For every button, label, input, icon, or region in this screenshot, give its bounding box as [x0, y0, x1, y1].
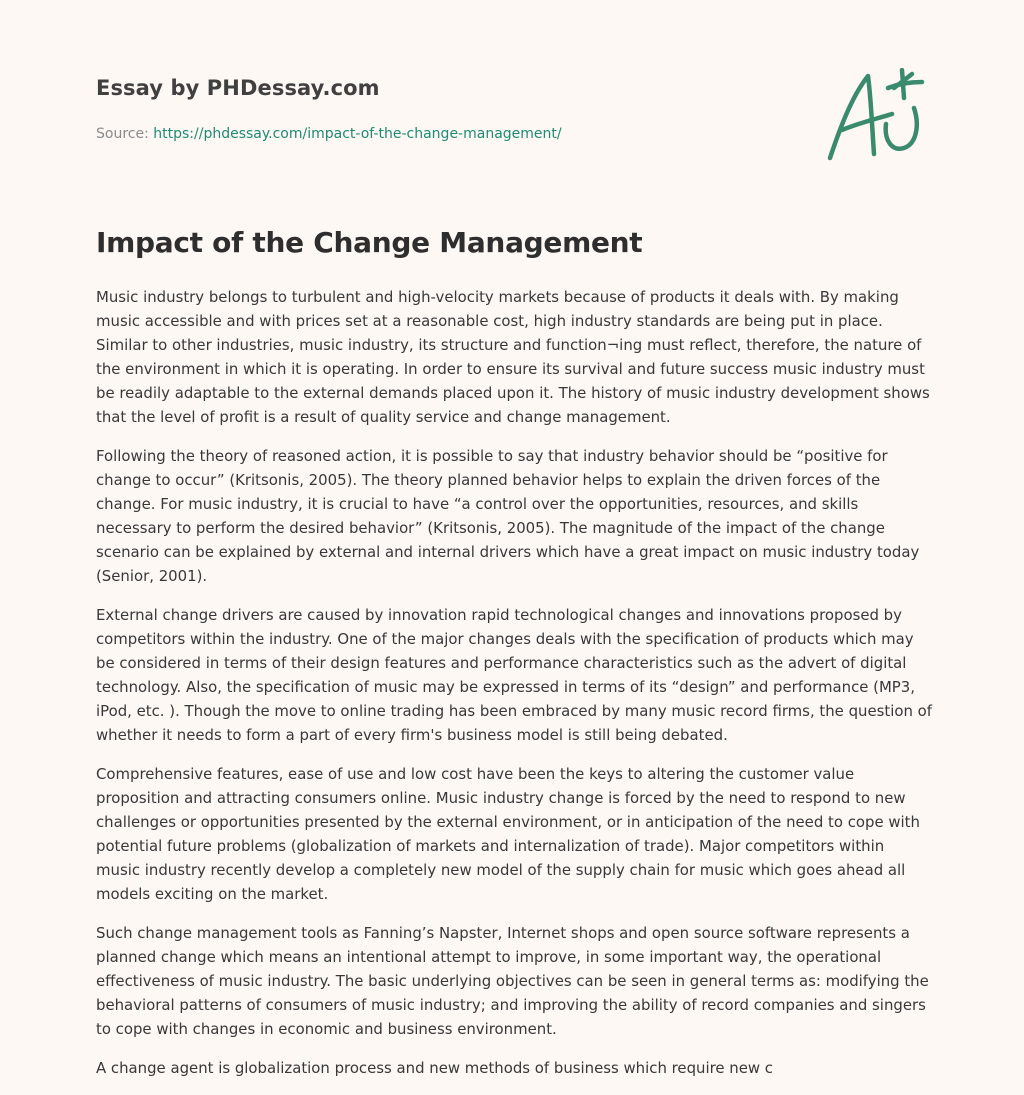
- paragraph: A change agent is globalization process and new methods of business which require new c: [96, 1059, 773, 1077]
- paragraph: External change drivers are caused by innovation rapid technological changes and innovations proposed by competitors within the industry. One of the major changes deals with the specification of products which may be considered in terms of their design features and performance characteristics such as the advert of digital technology. Also, the specification of music may be expressed in terms of its “design” and performance (MP3, iPod, etc. ). Though the move to online trading has been embraced by many music record firms, the question of whether it needs to form a part of every firm's business model is still being debated.: [96, 606, 932, 744]
- source-line: [96, 126, 796, 142]
- paragraph: Such change management tools as Fanning’s Napster, Internet shops and open source software represents a planned change which means an intentional attempt to improve, in some important way, the operational effectiveness of music industry. The basic underlying objectives can be seen in general terms as: modifying the behavioral patterns of consumers of music industry; and improving the ability of record companies and singers to cope with changes in economic and business environment.: [96, 924, 929, 1038]
- article-title: Impact of the Change Management: [96, 226, 643, 259]
- site-brand: Essay by PHDessay.com: [96, 76, 380, 100]
- source-link[interactable]: https://phdessay.com/impact-of-the-change-management/: [153, 126, 562, 142]
- paragraph: Comprehensive features, ease of use and low cost have been the keys to altering the customer value proposition and attracting consumers online. Music industry change is forced by the need to respond to new challenges or opportunities presented by the external environment, or in anticipation of the need to cope with potential future problems (globalization of markets and internalization of trade). Major competitors within music industry recently develop a completely new model of the supply chain for music which goes ahead all models exciting on the market.: [96, 765, 920, 903]
- paragraph: Music industry belongs to turbulent and high-velocity markets because of products it deals with. By making music accessible and with prices set at a reasonable cost, high industry standards are being put in place. Similar to other industries, music industry, its structure and function¬ing must reflect, therefore, the nature of the environment in which it is operating. In order to ensure its survival and future success music industry must be readily adaptable to the external demands placed upon it. The history of music industry development shows that the level of profit is a result of quality service and change management.: [96, 288, 930, 426]
- essay-header: [96, 76, 796, 142]
- paragraph: Following the theory of reasoned action, it is possible to say that industry behavior should be “positive for change to occur” (Kritsonis, 2005). The theory planned behavior helps to explain the driven forces of the change. For music industry, it is crucial to have “a control over the opportunities, resources, and skills necessary to perform the desired behavior” (Kritsonis, 2005). The magnitude of the impact of the change scenario can be explained by external and internal drivers which have a great impact on music industry today (Senior, 2001).: [96, 447, 920, 585]
- source-label: Source:: [96, 126, 149, 142]
- a-plus-logo-icon: [822, 68, 928, 164]
- article-body: [96, 285, 932, 1095]
